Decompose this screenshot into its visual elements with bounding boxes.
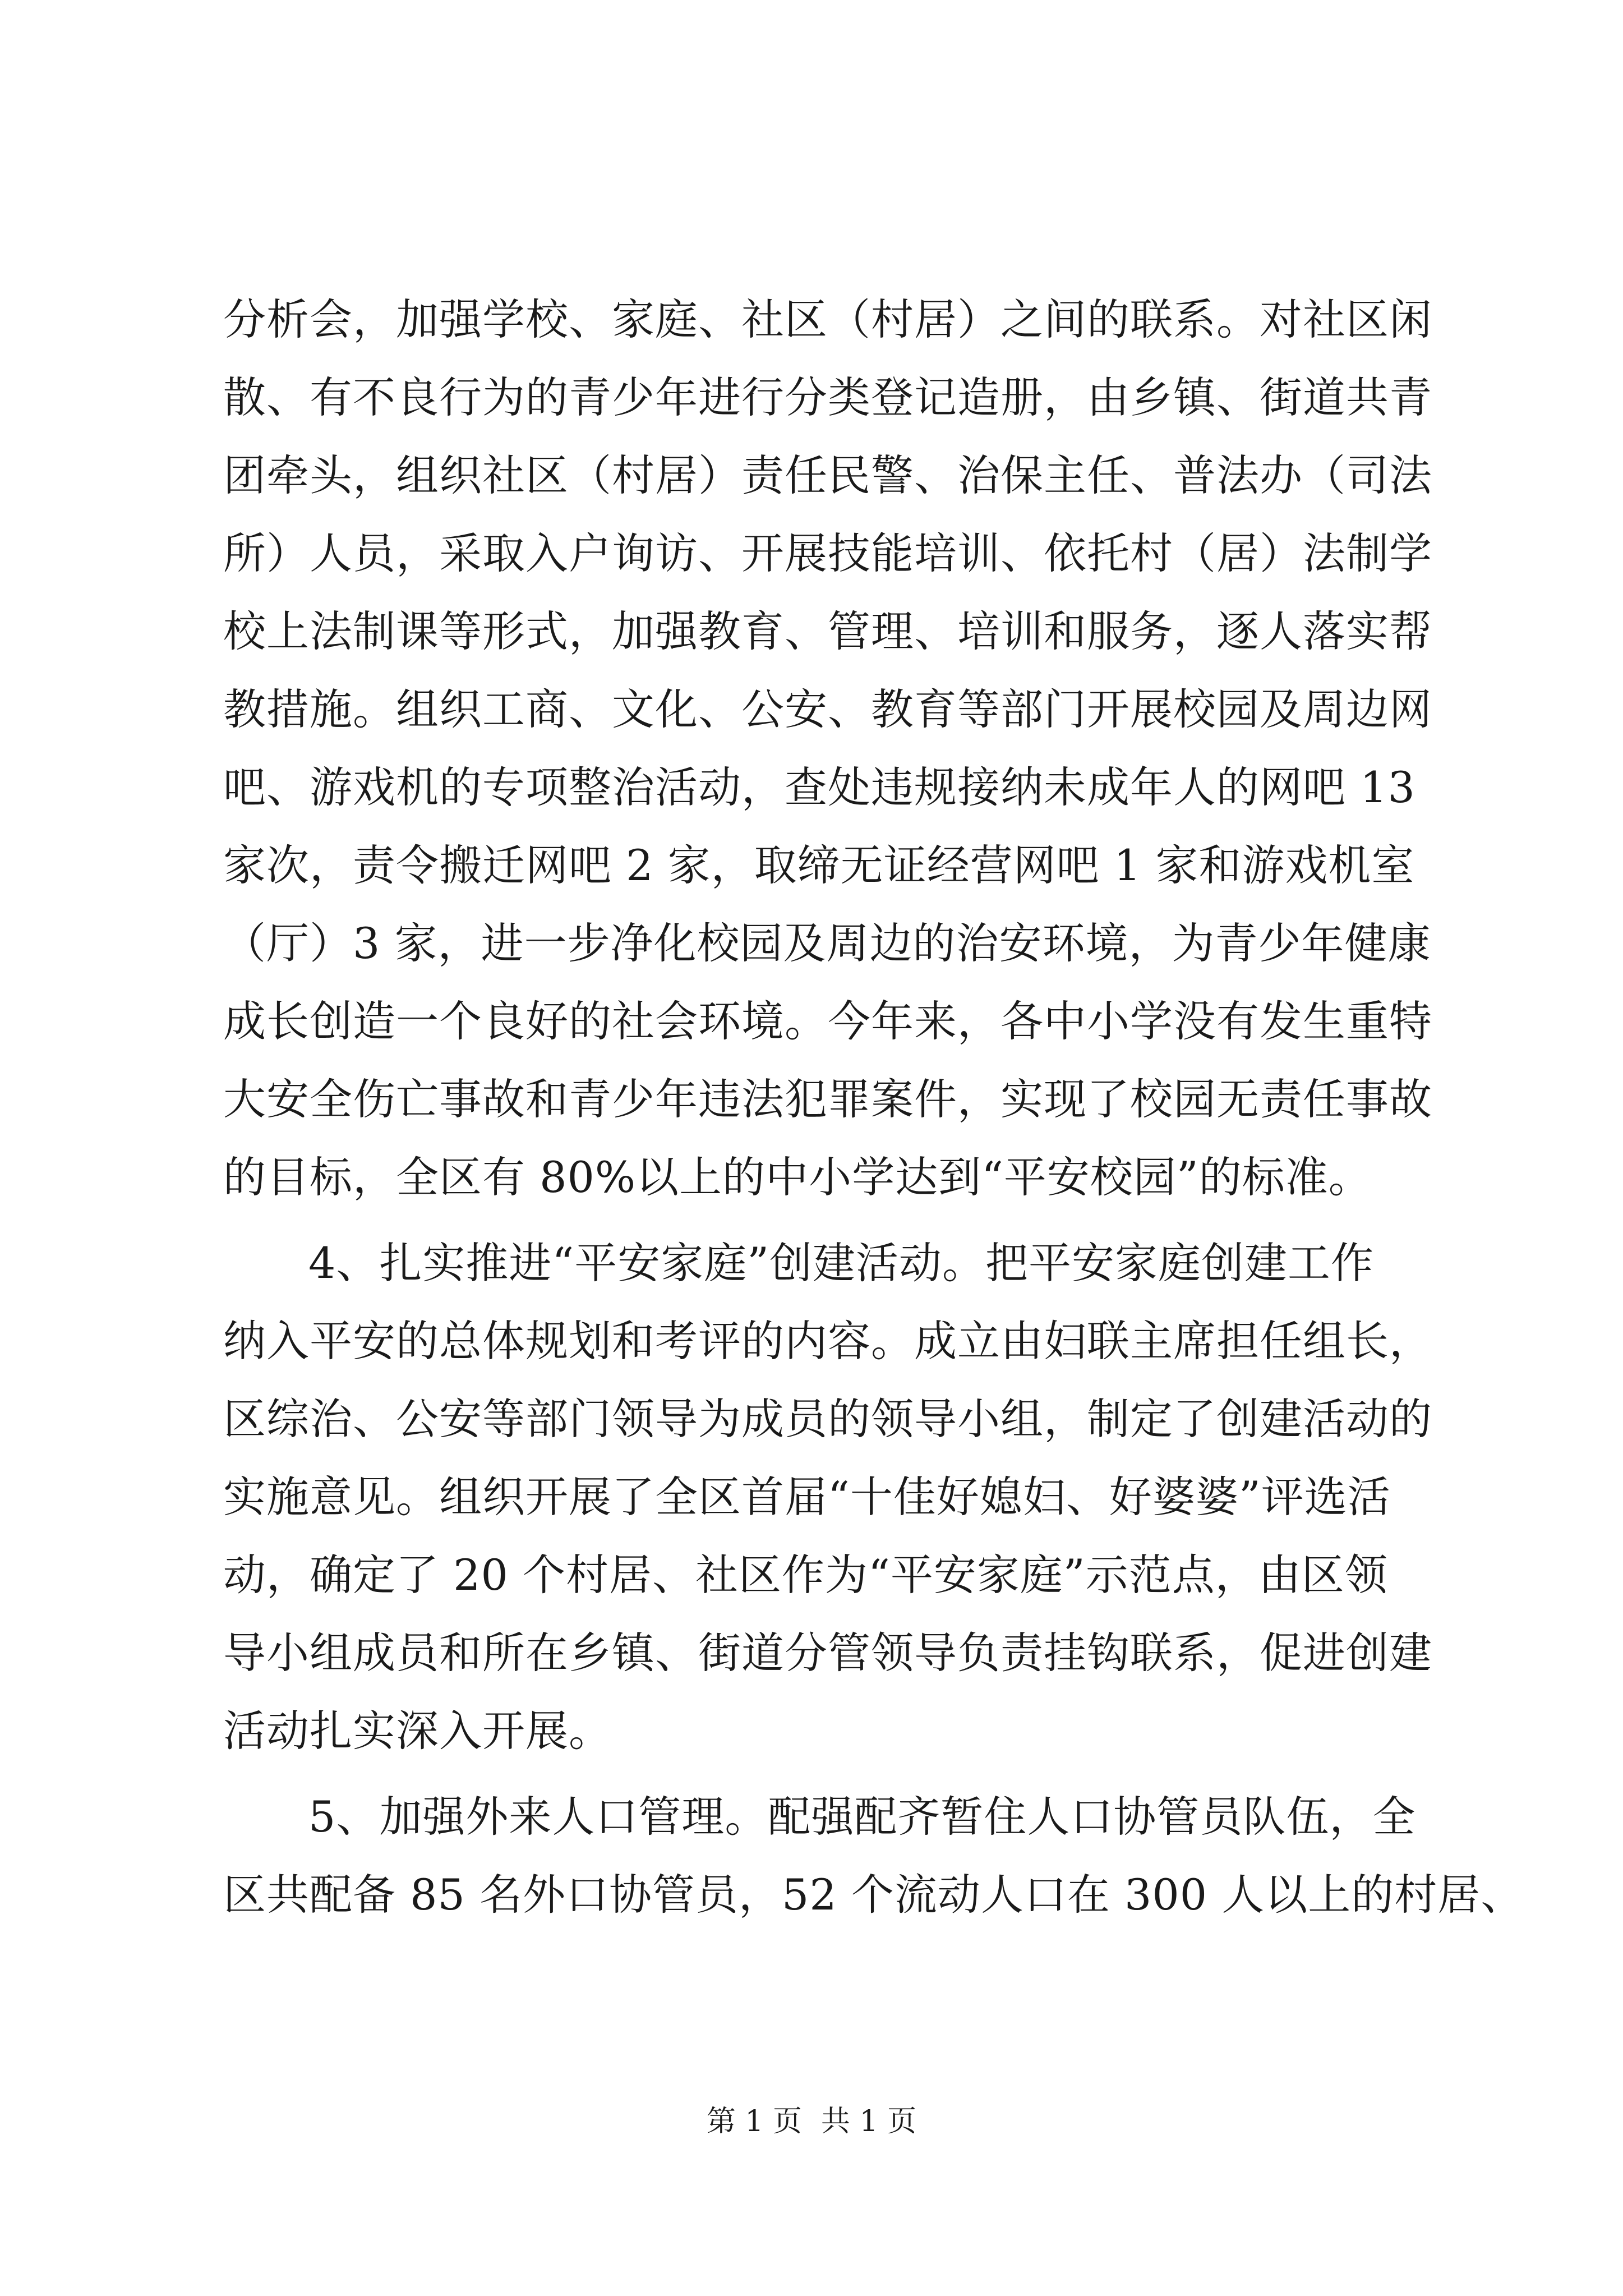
page-footer [0,2105,1623,2138]
document-body [223,280,1524,1934]
text-line: 导小组成员和所在乡镇、街道分管领导负责挂钩联系，促进创建 [223,1628,1432,1678]
text-line: 区综治、公安等部门领导为成员的领导小组，制定了创建活动的 [223,1394,1432,1444]
text-line: 区共配备 85 名外口协管员，52 个流动人口在 300 人以上的村居、 [223,1870,1524,1920]
text-line: 大安全伤亡事故和青少年违法犯罪案件，实现了校园无责任事故 [223,1074,1432,1124]
text-line: 的目标，全区有 80%以上的中小学达到“平安校园”的标准。 [223,1152,1372,1202]
text-line: （厅）3 家，进一步净化校园及周边的治安环境，为青少年健康 [223,918,1431,968]
text-line: 动，确定了 20 个村居、社区作为“平安家庭”示范点，由区领 [223,1550,1388,1600]
text-line: 教措施。组织工商、文化、公安、教育等部门开展校园及周边网 [223,684,1432,734]
text-line: 所）人员，采取入户询访、开展技能培训、依托村（居）法制学 [223,528,1432,578]
text-line: 吧、游戏机的专项整治活动，查处违规接纳未成年人的网吧 13 [223,762,1415,812]
text-line: 校上法制课等形式，加强教育、管理、培训和服务，逐人落实帮 [223,606,1432,656]
text-line: 散、有不良行为的青少年进行分类登记造册，由乡镇、街道共青 [223,372,1432,422]
text-line: 实施意见。组织开展了全区首届“十佳好媳妇、好婆婆”评选活 [223,1472,1391,1522]
text-line: 活动扎实深入开展。 [223,1706,612,1756]
paragraph-5-start: 5、加强外来人口管理。配强配齐暂住人口协管员队伍，全 [308,1792,1416,1842]
page-total: 共 1 页 [821,2105,917,2138]
text-line: 团牵头，组织社区（村居）责任民警、治保主任、普法办（司法 [223,450,1432,500]
page-number: 第 1 页 [706,2105,802,2138]
text-line: 成长创造一个良好的社会环境。今年来，各中小学没有发生重特 [223,996,1432,1046]
text-line: 分析会，加强学校、家庭、社区（村居）之间的联系。对社区闲 [223,295,1432,344]
text-line: 纳入平安的总体规划和考评的内容。成立由妇联主席担任组长， [223,1316,1432,1366]
paragraph-4-start: 4、扎实推进“平安家庭”创建活动。把平安家庭创建工作 [308,1238,1375,1288]
text-line: 家次，责令搬迁网吧 2 家，取缔无证经营网吧 1 家和游戏机室 [223,840,1415,890]
